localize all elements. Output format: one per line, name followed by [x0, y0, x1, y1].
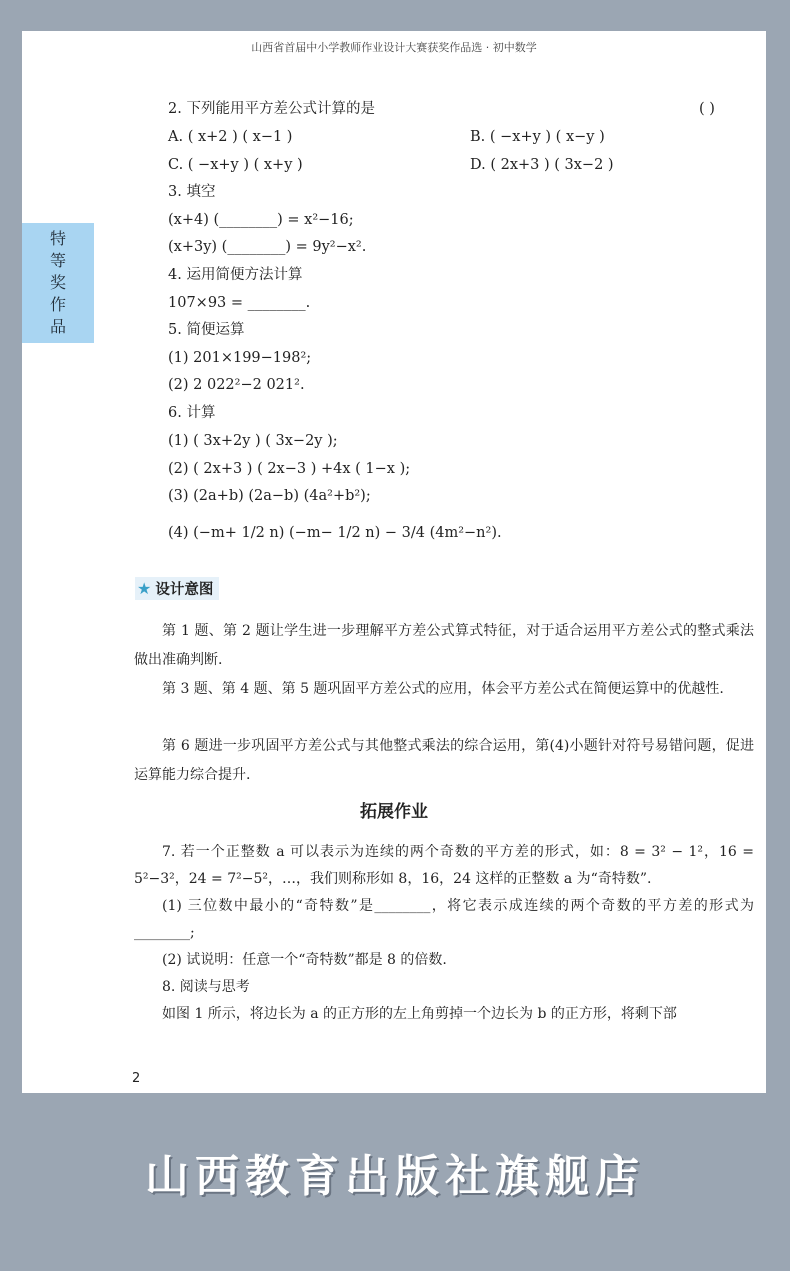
star-icon: ★ [137, 579, 152, 598]
q2-answer-paren: ( ) [699, 101, 715, 117]
q8-text: 如图 1 所示，将边长为 a 的正方形的左上角剪掉一个边长为 b 的正方形，将剩下部 [162, 1006, 677, 1022]
q2-option-a: A. ( x+2 ) ( x−1 ) [168, 129, 293, 145]
design-intent-heading [135, 577, 219, 600]
q7-part-2: (2) 试说明：任意一个“奇特数”都是 8 的倍数. [162, 952, 447, 968]
extension-title: 拓展作业 [360, 802, 428, 822]
q2-stem: 2. 下列能用平方差公式计算的是 [168, 101, 375, 117]
q3-line-2: (x+3y) (________) = 9y²−x². [168, 239, 367, 255]
store-brand-banner: 山西教育出版社旗舰店 [145, 1151, 645, 1202]
q2-option-c: C. ( −x+y ) ( x+y ) [168, 157, 303, 173]
q6-line-4: (4) (−m+ 1/2 n) (−m− 1/2 n) − 3/4 (4m²−n²). [168, 525, 502, 541]
q7-part-1: (1) 三位数中最小的“奇特数”是________，将它表示成连续的两个奇数的平方差的形式为________; [134, 898, 754, 941]
document-page [22, 31, 766, 1093]
design-paragraph-1: 第 1 题、第 2 题让学生进一步理解平方差公式算式特征，对于适合运用平方差公式的整式乘法做出准确判断. [134, 623, 754, 668]
page-number: 2 [132, 1071, 141, 1086]
award-side-tab [22, 223, 94, 343]
q3-line-1: (x+4) (________) = x²−16; [168, 212, 354, 228]
q5-line-2: (2) 2 022²−2 021². [168, 377, 305, 393]
side-tab-char: 等 [49, 251, 66, 270]
design-paragraph-2: 第 3 题、第 4 题、第 5 题巩固平方差公式的应用，体会平方差公式在简便运算中的优越性. [162, 681, 724, 697]
side-tab-char: 品 [49, 317, 66, 336]
q3-stem: 3. 填空 [168, 184, 216, 200]
design-paragraph-3: 第 6 题进一步巩固平方差公式与其他整式乘法的综合运用，第(4)小题针对符号易错问题，促进运算能力综合提升. [134, 738, 754, 783]
q2-option-b: B. ( −x+y ) ( x−y ) [470, 129, 605, 145]
q4-stem: 4. 运用简便方法计算 [168, 267, 303, 283]
side-tab-char: 特 [49, 229, 66, 248]
q5-line-1: (1) 201×199−198²; [168, 350, 312, 366]
design-intent-title: 设计意图 [155, 582, 214, 598]
q5-stem: 5. 简便运算 [168, 322, 245, 338]
q6-stem: 6. 计算 [168, 405, 216, 421]
q2-option-d: D. ( 2x+3 ) ( 3x−2 ) [470, 157, 614, 173]
side-tab-char: 作 [49, 295, 66, 314]
q6-line-2: (2) ( 2x+3 ) ( 2x−3 ) +4x ( 1−x ); [168, 461, 411, 477]
q8-stem: 8. 阅读与思考 [162, 979, 250, 995]
q6-line-1: (1) ( 3x+2y ) ( 3x−2y ); [168, 433, 338, 449]
q6-line-3: (3) (2a+b) (2a−b) (4a²+b²); [168, 488, 371, 504]
q4-line-1: 107×93 = ________. [168, 295, 311, 311]
running-head: 山西省首届中小学教师作业设计大赛获奖作品选 · 初中数学 [251, 41, 537, 54]
q7-text: 7. 若一个正整数 a 可以表示为连续的两个奇数的平方差的形式，如：8 = 3² − 1²，16 = 5²−3²，24 = 7²−5²，…，我们则称形如 8，16，24 这样的正整数 a 为“奇特数”. [134, 844, 754, 887]
side-tab-char: 奖 [49, 273, 66, 292]
